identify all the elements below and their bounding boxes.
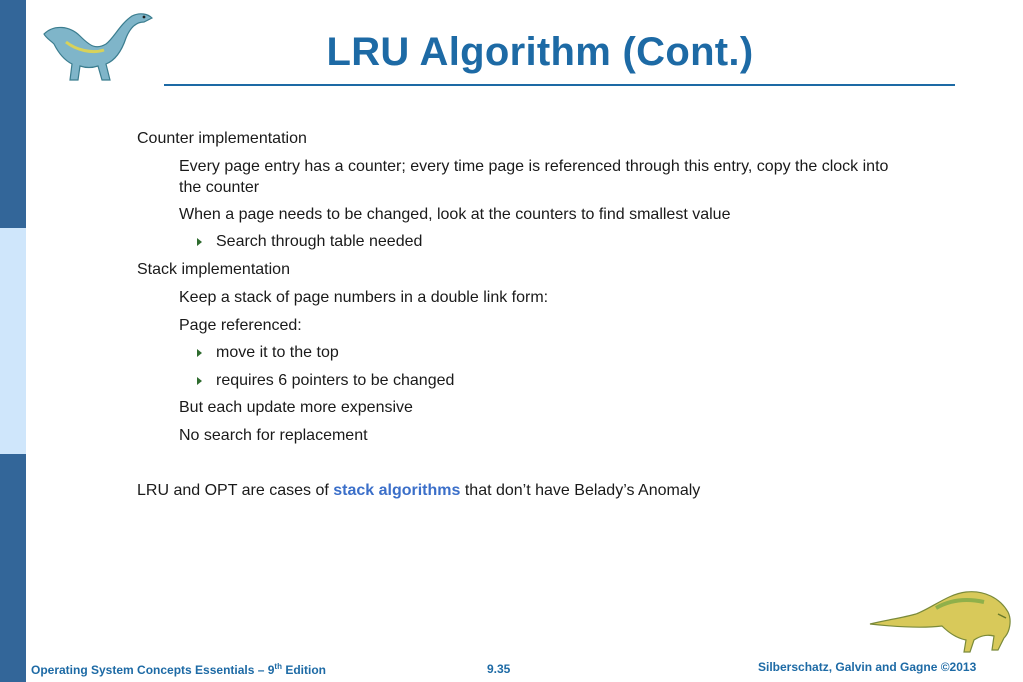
list-item: Search through table needed bbox=[216, 233, 423, 250]
list-item: Every page entry has a counter; every time page is referenced through this entry, copy the clock into bbox=[179, 158, 889, 175]
triangle-right-icon bbox=[197, 349, 202, 357]
list-item: Keep a stack of page numbers in a double link form: bbox=[179, 289, 549, 306]
list-item: But each update more expensive bbox=[179, 399, 413, 416]
footer-book-title bbox=[31, 662, 326, 677]
list-item: move it to the top bbox=[216, 344, 339, 361]
stack-implementation-heading: Stack implementation bbox=[137, 261, 290, 278]
footer-title-end: Edition bbox=[281, 663, 326, 677]
page-title: LRU Algorithm (Cont.) bbox=[326, 30, 754, 74]
stack-algorithms-statement bbox=[137, 480, 700, 501]
footer-title-sup: th bbox=[274, 662, 282, 671]
list-item: When a page needs to be changed, look at the counters to find smallest value bbox=[179, 206, 731, 223]
triangle-right-icon bbox=[197, 238, 202, 246]
statement-prefix: LRU and OPT are cases of bbox=[137, 482, 334, 499]
triangle-right-icon bbox=[197, 377, 202, 385]
list-item: No search for replacement bbox=[179, 427, 368, 444]
footer-title-main: Operating System Concepts Essentials – 9 bbox=[31, 663, 275, 677]
list-item: requires 6 pointers to be changed bbox=[216, 372, 455, 389]
statement-suffix: that don’t have Belady’s Anomaly bbox=[460, 482, 701, 499]
dinosaur-icon bbox=[866, 584, 1016, 654]
footer-authors: Silberschatz, Galvin and Gagne ©2013 bbox=[758, 660, 977, 674]
counter-implementation-heading: Counter implementation bbox=[137, 130, 307, 147]
stack-algorithms-term: stack algorithms bbox=[333, 482, 461, 499]
page-number: 9.35 bbox=[487, 662, 511, 676]
list-item: Page referenced: bbox=[179, 317, 302, 334]
list-item-continuation: the counter bbox=[179, 179, 260, 196]
